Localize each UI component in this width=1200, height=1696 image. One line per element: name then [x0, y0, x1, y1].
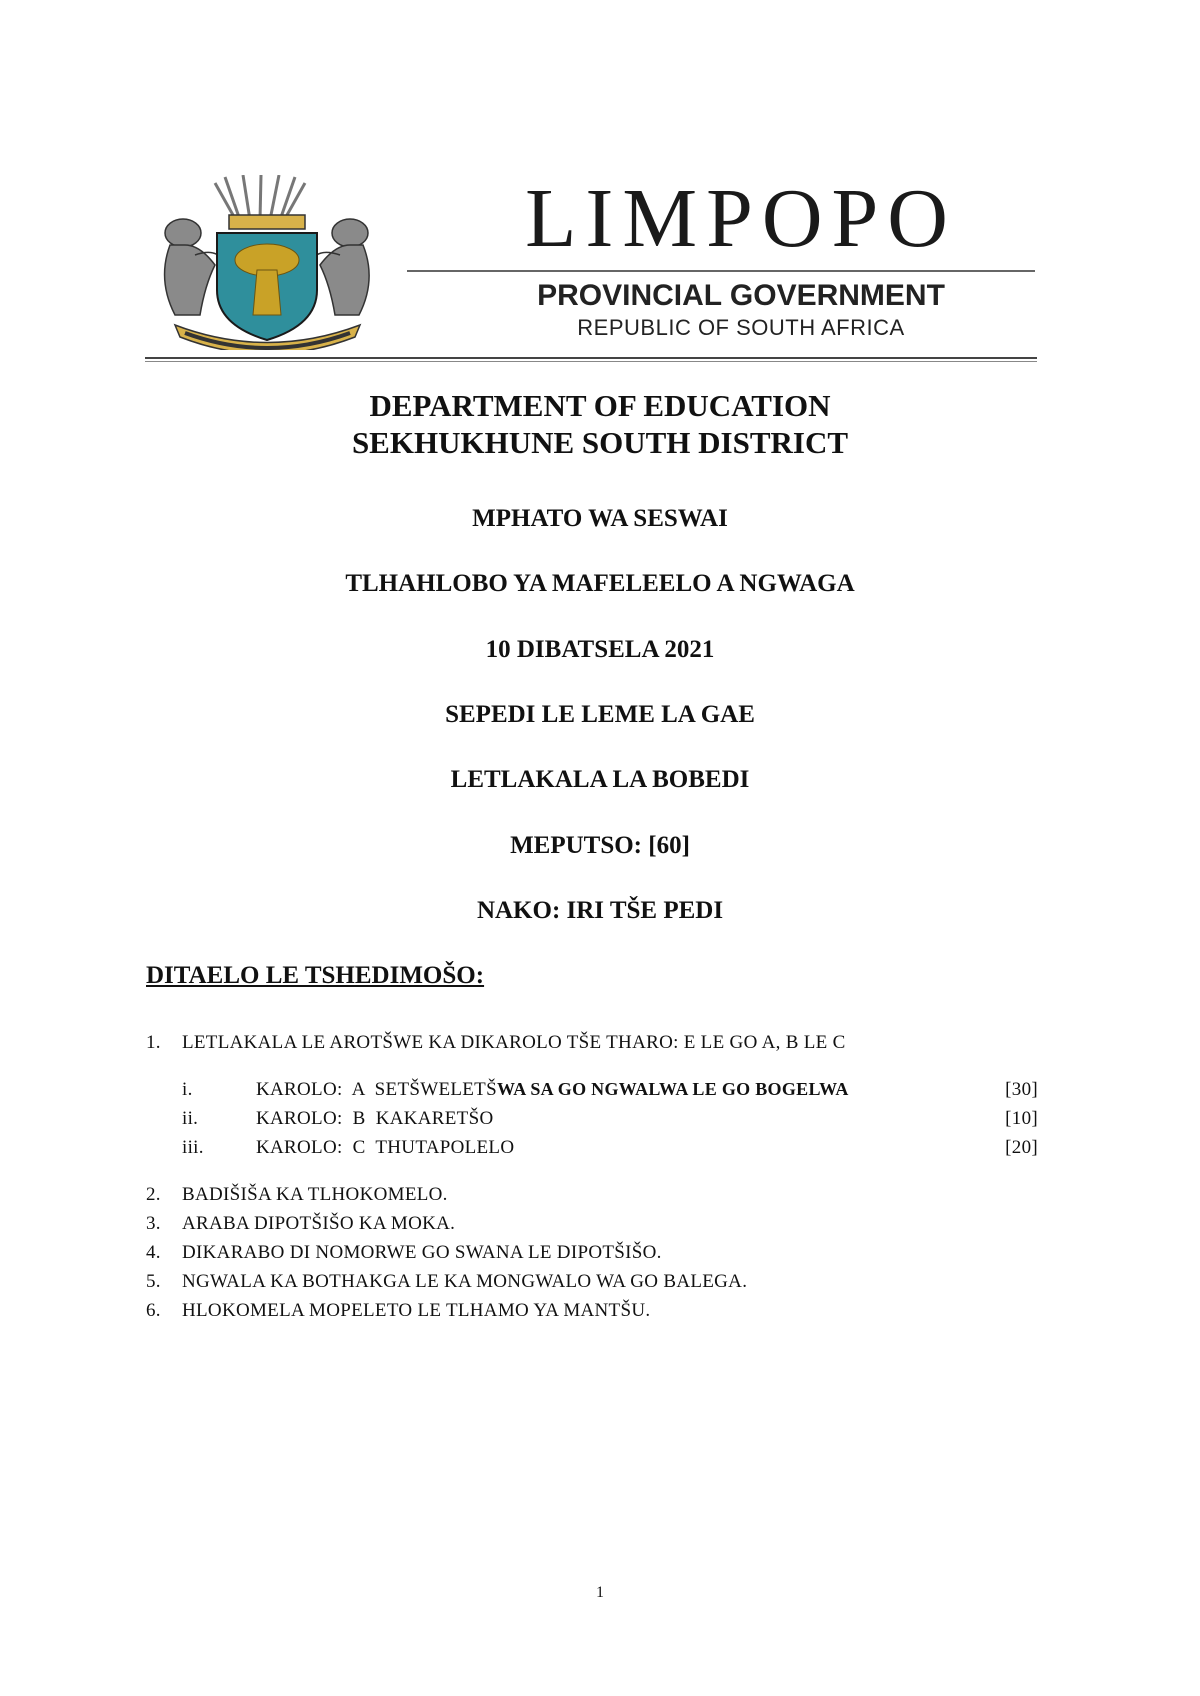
republic-name: REPUBLIC OF SOUTH AFRICA: [577, 315, 905, 340]
item-number: 2.: [146, 1184, 161, 1205]
banner-divider: [407, 270, 1035, 272]
item-text: NGWALA KA BOTHAKGA LE KA MONGWALO WA GO BALEGA.: [182, 1271, 748, 1292]
header-rule-thin: [145, 361, 1037, 362]
exam-date: 10 DIBATSELA 2021: [485, 636, 715, 663]
item-number: 6.: [146, 1300, 161, 1321]
exam-title: TLHAHLOBO YA MAFELEELO A NGWAGA: [345, 570, 855, 597]
section-numeral: i.: [182, 1079, 193, 1100]
government-banner: [145, 165, 1035, 360]
section-marks: [20]: [1005, 1137, 1038, 1158]
total-marks: MEPUTSO: [60]: [510, 832, 690, 859]
section-label-prefix: KAROLO: A SETŠWELETŠ: [256, 1079, 497, 1100]
section-label-bold: WA SA GO NGWALWA LE GO BOGELWA: [496, 1079, 849, 1099]
section-label-prefix: KAROLO: B KAKARETŠO: [256, 1108, 494, 1129]
section-numeral: iii.: [182, 1137, 204, 1158]
provincial-government: PROVINCIAL GOVERNMENT: [537, 279, 945, 312]
instruction-item: [146, 1184, 448, 1206]
item-text: ARABA DIPOTŠIŠO KA MOKA.: [182, 1213, 456, 1234]
item-text: BADIŠIŠA KA TLHOKOMELO.: [182, 1184, 448, 1205]
instruction-item: [146, 1300, 650, 1322]
item-number: 1.: [146, 1032, 161, 1053]
section-label-prefix: KAROLO: C THUTAPOLELO: [256, 1137, 515, 1158]
item-text: DIKARABO DI NOMORWE GO SWANA LE DIPOTŠIŠO.: [182, 1242, 662, 1263]
province-name: LIMPOPO: [525, 172, 957, 265]
instruction-item: [146, 1242, 662, 1264]
instructions-title: DITAELO LE TSHEDIMOŠO:: [146, 962, 485, 989]
item-number: 3.: [146, 1213, 161, 1234]
section-label: [256, 1137, 514, 1159]
section-label: [256, 1108, 493, 1130]
wheat-crest: [215, 175, 305, 220]
right-supporter: [310, 219, 369, 315]
item-number: 4.: [146, 1242, 161, 1263]
section-numeral: ii.: [182, 1108, 199, 1129]
item-text: LETLAKALA LE AROTŠWE KA DIKAROLO TŠE THARO: E LE GO A, B LE C: [182, 1032, 846, 1053]
instruction-item: [146, 1271, 747, 1293]
department-title: DEPARTMENT OF EDUCATION: [369, 388, 831, 423]
section-marks: [10]: [1005, 1108, 1038, 1129]
instruction-item: [146, 1032, 846, 1054]
subject-title: SEPEDI LE LEME LA GAE: [445, 701, 755, 728]
coat-of-arms-icon: [145, 175, 390, 350]
section-marks: [30]: [1005, 1079, 1038, 1100]
page-number: 1: [596, 1584, 604, 1601]
exam-duration: NAKO: IRI TŠE PEDI: [476, 897, 724, 924]
section-label: [256, 1079, 849, 1101]
left-supporter: [165, 219, 225, 315]
grade-title: MPHATO WA SESWAI: [472, 505, 728, 532]
instruction-item: [146, 1213, 455, 1235]
item-number: 5.: [146, 1271, 161, 1292]
district-title: SEKHUKHUNE SOUTH DISTRICT: [351, 425, 849, 460]
item-text: HLOKOMELA MOPELETO LE TLHAMO YA MANTŠU.: [182, 1300, 651, 1321]
paper-title: LETLAKALA LA BOBEDI: [450, 766, 750, 793]
header-rule: [145, 357, 1037, 359]
